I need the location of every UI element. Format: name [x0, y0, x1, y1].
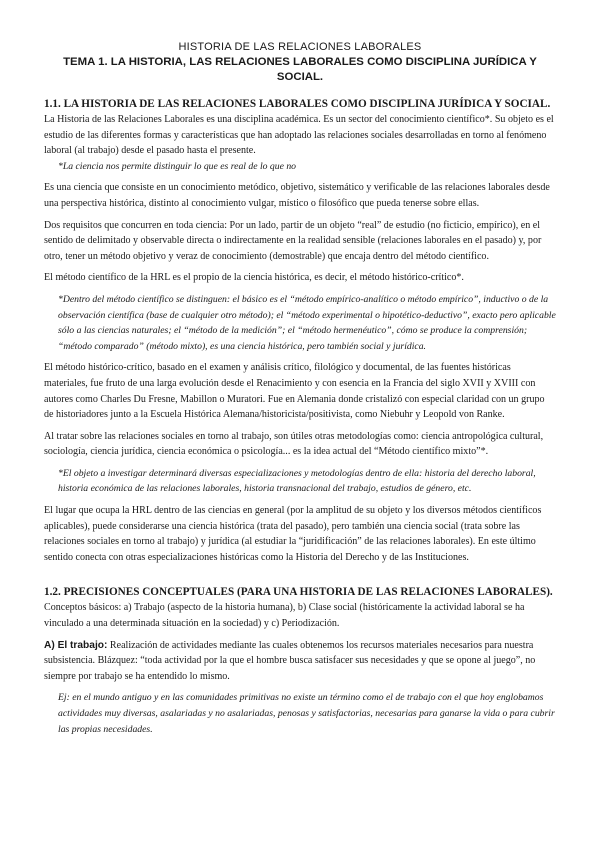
paragraph: El método histórico-crítico, basado en el examen y análisis crítico, filológico y documental, de las fuentes históricas materiales, fue fruto de una larga evolución desde el Renacimiento y con esencia en la Francia del siglo XVII y XVIII con autores como Charles Du Fresne, Mabillon o Muratori. Fue en Alemania donde cristalizó con especial claridad con un grupo de historiadores junto a la Escuela Histórica Alemana/historicista/positivista, como Niebuhr y Leopold von Ranke.: [44, 362, 545, 421]
example-quote: Ej: en el mundo antiguo y en las comunidades primitivas no existe un término como el de trabajo con el que hoy englobamos actividades muy diversas, asalariadas y no asalariadas, penosas y satisfactorias, necesarias para ganarse la vida o para cubrir las propias necesidades.: [58, 692, 555, 735]
trabajo-label: A) El trabajo:: [44, 639, 108, 651]
paragraph: Dos requisitos que concurren en toda ciencia: Por un lado, partir de un objeto “real” de estudio (no ficticio, empírico), en el sentido de delimitado y observable directa o indirectamente en la realidad sensible (relaciones laborales en el pasado) y, por otro, tener un método objetivo y veraz de conocimiento (demostrable) que encaja dentro del método científico.: [44, 219, 542, 262]
section-heading-1-1: 1.1. LA HISTORIA DE LAS RELACIONES LABORALES COMO DISCIPLINA JURÍDICA Y SOCIAL.: [44, 98, 551, 110]
footnote-quote: *La ciencia nos permite distinguir lo que es real de lo que no: [58, 160, 297, 172]
document-title: HISTORIA DE LAS RELACIONES LABORALES: [178, 41, 422, 53]
paragraph-trabajo: [44, 638, 556, 685]
paragraph: La Historia de las Relaciones Laborales es una disciplina académica. Es un sector del conocimiento científico*. Su objeto es el estudio de las diferentes formas y características que han adoptado las relaciones sociales desarrolladas en torno al fenómeno laboral (al trabajo) desde el pasado hasta el presente.: [44, 114, 554, 157]
paragraph: El método científico de la HRL es el propio de la ciencia histórica, es decir, el método histórico-crítico*.: [44, 272, 464, 284]
footnote-quote: *El objeto a investigar determinará diversas especializaciones y metodologías dentro de ella: historia del derecho laboral, historia económica de las relaciones laborales, historia transnacional del trabajo, estudios de género, etc.: [58, 467, 536, 495]
trabajo-text: Realización de actividades mediante las cuales obtenemos los recursos materiales necesarios para nuestra subsistencia. Blázquez: “toda actividad por la que el hombre busca satisfacer sus necesidades y que se opone al juego”, no siempre por trabajo se ha entendido lo mismo.: [44, 639, 536, 682]
paragraph: El lugar que ocupa la HRL dentro de las ciencias en general (por la amplitud de su objeto y los diversos métodos científicos aplicables), puede considerarse una ciencia histórica (trata del pasado), pero también una ciencia social (trata sobre las relaciones sociales en torno al trabajo) y jurídica (al estudiar la “juridificación” de las relaciones laborales). En este último sentido conecta con otras especializaciones históricas como la Historia del Derecho y de las Instituciones.: [44, 505, 542, 563]
document-subtitle: TEMA 1. LA HISTORIA, LAS RELACIONES LABORALES COMO DISCIPLINA JURÍDICA Y SOCIAL.: [63, 56, 537, 83]
paragraph: Es una ciencia que consiste en un conocimiento metódico, objetivo, sistemático y verificable de las relaciones laborales desde una perspectiva histórica, distinto al conocimiento vulgar, místico o filosófico que pueda tenerse sobre ellas.: [44, 182, 550, 209]
footnote-quote: *Dentro del método científico se distinguen: el básico es el “método empírico-analítico o método empírico”, inductivo o de la observación científica (base de cualquier otro método); el “método experimental o hipotético-deductivo”, exacto pero aplicable sólo a las ciencias naturales; el “método de la medición”; el “método hermenéutico”, cómo se produce la comprensión; “método comparado” (método mixto), es una ciencia histórica, pero también social y jurídica.: [58, 293, 556, 352]
paragraph: Al tratar sobre las relaciones sociales en torno al trabajo, son útiles otras metodologías como: ciencia antropológica cultural, sociología, ciencia jurídica, ciencia económica o psicología... es la idea actual del “Método científico mixto”*.: [44, 430, 544, 458]
section-heading-1-2: 1.2. PRECISIONES CONCEPTUALES (PARA UNA HISTORIA DE LAS RELACIONES LABORALES).: [44, 586, 553, 599]
paragraph: Conceptos básicos: a) Trabajo (aspecto de la historia humana), b) Clase social (históricamente la actividad laboral se ha vinculado a una determinada situación en la sociedad) y c) Periodización.: [44, 602, 525, 630]
